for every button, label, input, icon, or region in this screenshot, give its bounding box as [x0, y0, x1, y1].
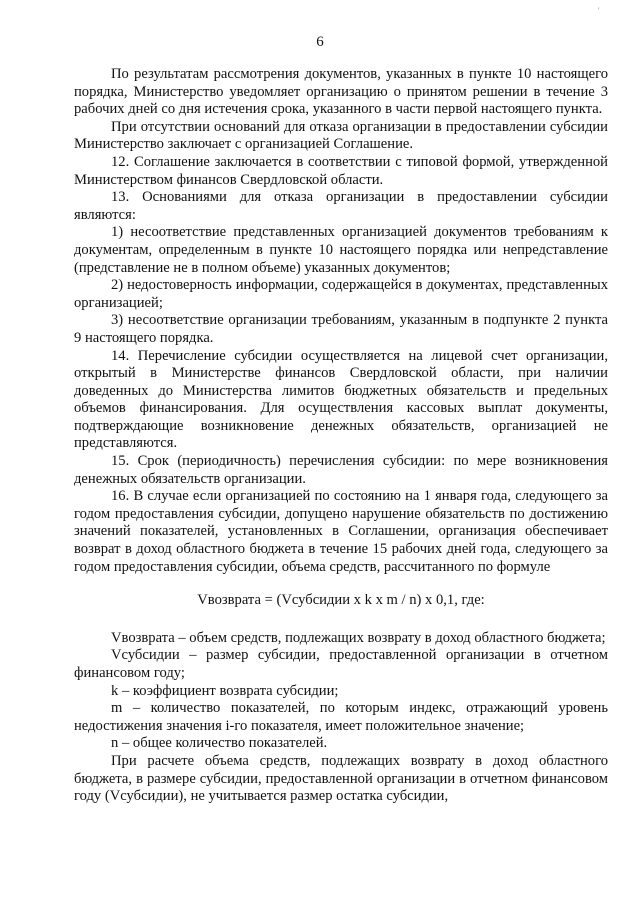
paragraph-13-item-2: 2) недостоверность информации, содержащейся в документах, представленных организацией;: [74, 277, 608, 311]
document-body: [74, 66, 608, 806]
definition-v-subsidy: Vсубсидии – размер субсидии, предоставленной организации в отчетном финансовом году;: [74, 647, 608, 681]
paragraph-13-item-3: 3) несоответствие организации требованиям, указанным в подпункте 2 пункта 9 настоящего порядка.: [74, 312, 608, 346]
paragraph-15: 15. Срок (периодичность) перечисления субсидии: по мере возникновения денежных обязательств организации.: [74, 453, 608, 487]
corner-mark: ': [598, 6, 600, 15]
paragraph-13: 13. Основаниями для отказа организации в предоставлении субсидии являются:: [74, 189, 608, 223]
formula: Vвозврата = (Vсубсидии x k x m / n) x 0,1, где:: [197, 592, 485, 609]
paragraph-12: 12. Соглашение заключается в соответствии с типовой формой, утвержденной Министерством финансов Свердловской области.: [74, 153, 608, 188]
definition-v-return: Vвозврата – объем средств, подлежащих возврату в доход областного бюджета;: [111, 629, 606, 646]
paragraph-16: 16. В случае если организацией по состоянию на 1 января года, следующего за годом предоставления субсидии, допущено нарушение обязательств по достижению значений показателей, установленных в Соглашении, организация обеспечивает возврат в доход областного бюджета в течение 15 рабочих дней года, следующего за годом предоставления субсидии, объема средств, рассчитанного по формуле: [74, 488, 608, 575]
definition-n: n – общее количество показателей.: [111, 735, 328, 752]
definition-m: m – количество показателей, по которым индекс, отражающий уровень недостижения значения i-го показателя, имеет положительное значение;: [74, 700, 608, 734]
paragraph-notification: По результатам рассмотрения документов, указанных в пункте 10 настоящего порядка, Министерство уведомляет организацию о принятом решении в течение 3 рабочих дней со дня истечения срока, указанного в части первой настоящего пункта.: [74, 66, 608, 118]
paragraph-calculation-note: При расчете объема средств, подлежащих возврату в доход областного бюджета, в размере субсидии, предоставленной организации в отчетном финансовом году (Vсубсидии), не учитывается размер остатка субсидии,: [74, 752, 608, 805]
paragraph-agreement-conclusion: При отсутствии оснований для отказа организации в предоставлении субсидии Министерство заключает с организацией Соглашение.: [74, 118, 608, 153]
definition-k: k – коэффициент возврата субсидии;: [111, 682, 339, 699]
paragraph-14: 14. Перечисление субсидии осуществляется на лицевой счет организации, открытый в Министерстве финансов Свердловской области, при наличии доведенных до Министерства лимитов бюджетных обязательств и предельных объемов финансирования. Для осуществления кассовых выплат документы, подтверждающие возникновение денежных обязательств, организацией не представляются.: [74, 347, 608, 452]
paragraph-13-item-1: 1) несоответствие представленных организацией документов требованиям к документам, определенным в пункте 10 настоящего порядка или непредставление (представление не в полном объеме) указанных документов;: [74, 224, 608, 276]
page-number: 6: [316, 34, 324, 50]
